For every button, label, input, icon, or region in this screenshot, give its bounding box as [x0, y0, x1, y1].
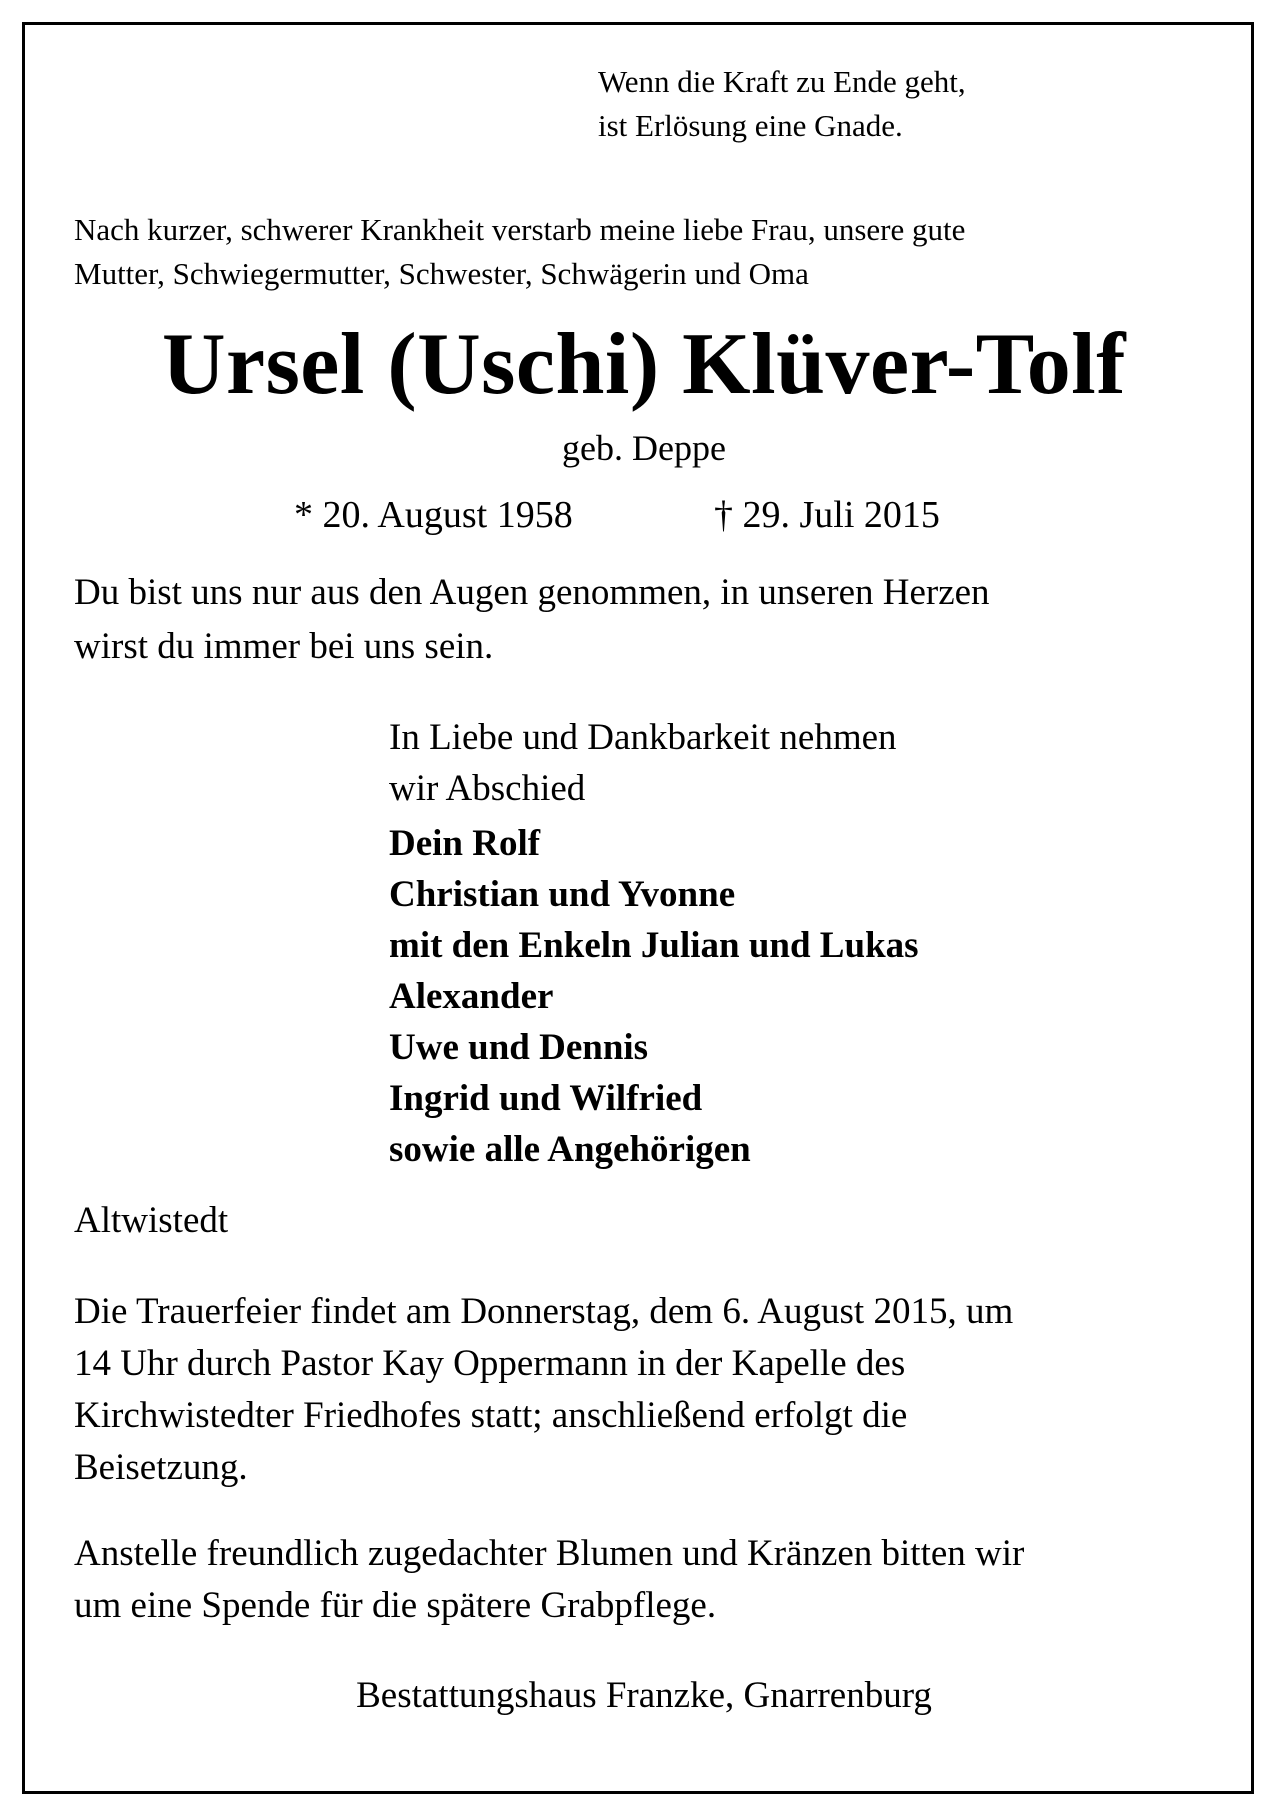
undertaker-name: Bestattungshaus Franzke, Gnarrenburg	[356, 1675, 932, 1716]
verse-line-1: Du bist uns nur aus den Augen genommen, in unseren Herzen	[74, 572, 990, 613]
intro-text	[74, 208, 1214, 296]
mourner-name: Dein Rolf	[389, 823, 541, 864]
intro-line-2: Mutter, Schwiegermutter, Schwester, Schwägerin und Oma	[74, 256, 809, 291]
mourner-name: mit den Enkeln Julian und Lukas	[389, 925, 919, 966]
motto-line-2: ist Erlösung eine Gnade.	[598, 108, 903, 143]
service-line-2: 14 Uhr durch Pastor Kay Oppermann in der Kapelle des	[74, 1343, 906, 1384]
mourner-name: Uwe und Dennis	[389, 1027, 649, 1068]
deceased-name: Ursel (Uschi) Klüver-Tolf	[161, 316, 1127, 413]
service-line-3: Kirchwistedter Friedhofes statt; anschließend erfolgt die	[74, 1395, 908, 1436]
verse-line-2: wirst du immer bei uns sein.	[74, 626, 494, 667]
mourners-heading-line-1: In Liebe und Dankbarkeit nehmen	[389, 717, 897, 758]
farewell-verse	[74, 566, 1214, 674]
mourners-block	[389, 712, 1214, 1175]
mourner-names	[389, 818, 1214, 1175]
mourner-name: Alexander	[389, 976, 554, 1017]
death-date: † 29. Juli 2015	[714, 494, 940, 536]
donation-line-1: Anstelle freundlich zugedachter Blumen und Kränzen bitten wir	[74, 1533, 1025, 1574]
motto	[598, 60, 1214, 148]
life-dates	[74, 490, 1214, 540]
birth-date: * 20. August 1958	[294, 494, 573, 536]
mourners-heading-line-2: wir Abschied	[389, 768, 586, 809]
service-line-4: Beisetzung.	[74, 1447, 248, 1488]
donation-line-2: um eine Spende für die spätere Grabpflege.	[74, 1585, 717, 1626]
motto-line-1: Wenn die Kraft zu Ende geht,	[598, 64, 966, 99]
place-name: Altwistedt	[74, 1200, 229, 1241]
intro-line-1: Nach kurzer, schwerer Krankheit verstarb meine liebe Frau, unsere gute	[74, 212, 966, 247]
maiden-name: geb. Deppe	[562, 428, 726, 468]
mourner-name: Christian und Yvonne	[389, 874, 736, 915]
mourner-name: sowie alle Angehörigen	[389, 1129, 751, 1170]
service-line-1: Die Trauerfeier findet am Donnerstag, dem 6. August 2015, um	[74, 1291, 1014, 1332]
funeral-service-info	[74, 1286, 1214, 1494]
mourner-name: Ingrid und Wilfried	[389, 1078, 703, 1119]
donation-request	[74, 1528, 1214, 1632]
obituary-content	[74, 60, 1214, 1722]
